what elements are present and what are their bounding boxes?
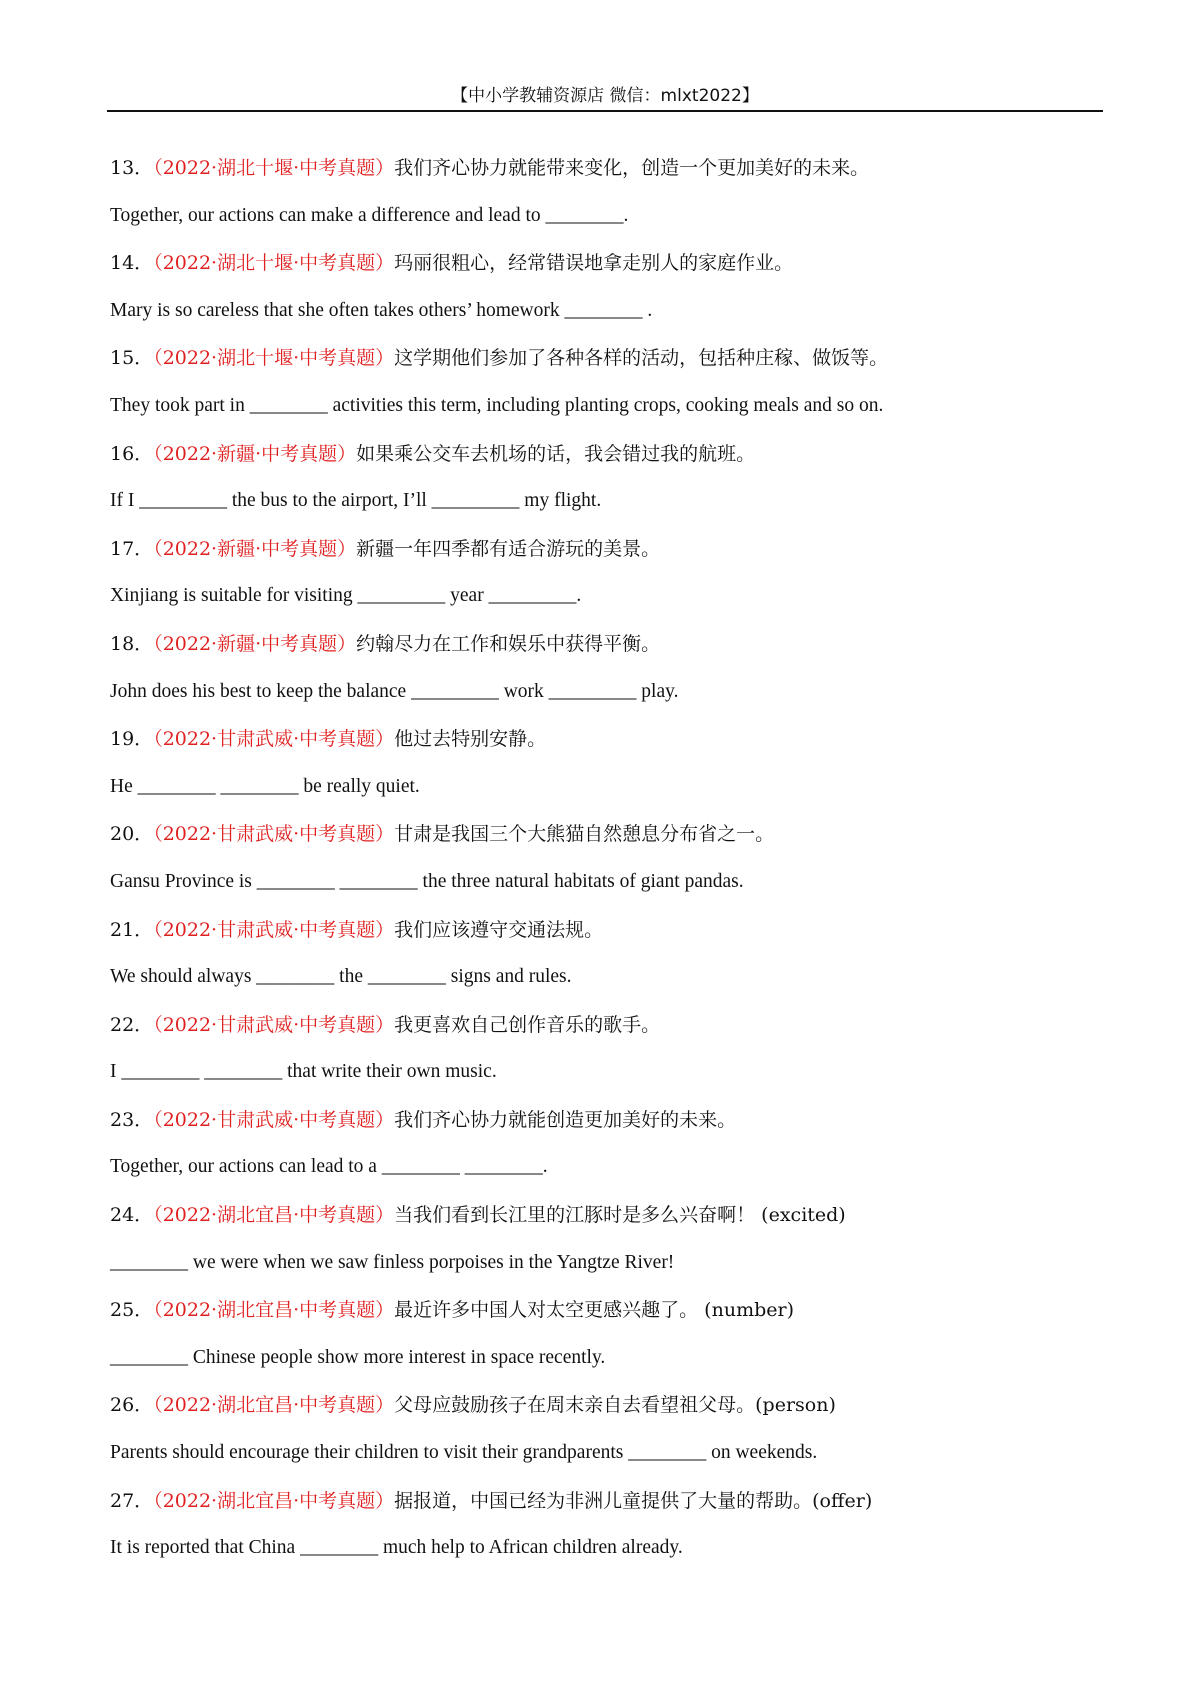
- chinese-sentence: 我们齐心协力就能带来变化，创造一个更加美好的未来。: [394, 157, 870, 179]
- english-sentence: John does his best to keep the balance _________ work _________ play.: [110, 680, 679, 702]
- question-item: [110, 624, 1100, 719]
- question-number: 23．: [110, 1108, 154, 1131]
- question-number: 22．: [110, 1013, 154, 1036]
- question-number: 20．: [110, 823, 154, 846]
- question-prompt: [110, 1195, 1100, 1243]
- question-source: （2022·湖北宜昌·中考真题）: [153, 1489, 395, 1512]
- question-number: 13．: [110, 157, 154, 179]
- chinese-sentence: 我们应该遵守交通法规。: [394, 918, 604, 941]
- header-divider: [107, 110, 1103, 112]
- question-item: [110, 1195, 1100, 1290]
- question-prompt: [110, 243, 1100, 291]
- question-source: （2022·新疆·中考真题）: [153, 632, 357, 655]
- english-sentence: Together, our actions can make a difference and lead to ________.: [110, 204, 629, 226]
- question-list: [110, 148, 1100, 1576]
- chinese-sentence: 父母应鼓励孩子在周末亲自去看望祖父母。: [394, 1394, 756, 1417]
- question-prompt: [110, 1481, 1100, 1529]
- question-source: （2022·新疆·中考真题）: [153, 537, 357, 560]
- question-source: （2022·甘肃武威·中考真题）: [153, 918, 395, 941]
- question-number: 25．: [110, 1299, 154, 1322]
- question-item: [110, 1290, 1100, 1385]
- english-sentence: ________ we were when we saw finless porpoises in the Yangtze River!: [110, 1251, 675, 1273]
- english-sentence: If I _________ the bus to the airport, I’ll _________ my flight.: [110, 490, 602, 512]
- chinese-sentence: 他过去特别安静。: [394, 728, 547, 751]
- word-hint: (offer): [812, 1489, 873, 1512]
- question-item: [110, 910, 1100, 1005]
- question-prompt: [110, 910, 1100, 958]
- question-prompt: [110, 148, 1100, 196]
- question-prompt: [110, 624, 1100, 672]
- page-header: 【中小学教辅资源店 微信：mlxt2022】: [451, 86, 759, 106]
- question-prompt: [110, 1290, 1100, 1338]
- question-item: [110, 1481, 1100, 1576]
- question-prompt: [110, 814, 1100, 862]
- chinese-sentence: 我们齐心协力就能创造更加美好的未来。: [394, 1108, 737, 1131]
- question-number: 18．: [110, 632, 154, 655]
- question-prompt: [110, 338, 1100, 386]
- question-number: 26．: [110, 1394, 154, 1417]
- question-source: （2022·湖北宜昌·中考真题）: [153, 1204, 395, 1227]
- question-item: [110, 1385, 1100, 1480]
- chinese-sentence: 甘肃是我国三个大熊猫自然憩息分布省之一。: [394, 823, 775, 846]
- question-prompt: [110, 1385, 1100, 1433]
- english-sentence: I ________ ________ that write their own music.: [110, 1061, 497, 1083]
- english-sentence: It is reported that China ________ much help to African children already.: [110, 1537, 683, 1559]
- question-source: （2022·湖北十堰·中考真题）: [153, 252, 395, 275]
- question-item: [110, 1005, 1100, 1100]
- question-number: 27．: [110, 1489, 154, 1512]
- english-sentence: They took part in ________ activities this term, including planting crops, cooking meals and so on.: [110, 394, 884, 416]
- chinese-sentence: 我更喜欢自己创作音乐的歌手。: [394, 1013, 661, 1036]
- question-number: 21．: [110, 918, 154, 941]
- word-hint: (person): [755, 1394, 836, 1417]
- chinese-sentence: 如果乘公交车去机场的话，我会错过我的航班。: [356, 442, 756, 465]
- question-source: （2022·甘肃武威·中考真题）: [153, 728, 395, 751]
- question-item: [110, 1100, 1100, 1195]
- question-item: [110, 529, 1100, 624]
- english-sentence: Xinjiang is suitable for visiting _________ year _________.: [110, 585, 582, 607]
- question-prompt: [110, 1005, 1100, 1053]
- english-sentence: We should always ________ the ________ signs and rules.: [110, 966, 572, 988]
- question-source: （2022·湖北宜昌·中考真题）: [153, 1299, 395, 1322]
- chinese-sentence: 这学期他们参加了各种各样的活动，包括种庄稼、做饭等。: [394, 347, 889, 370]
- word-hint: (excited): [755, 1204, 846, 1227]
- chinese-sentence: 新疆一年四季都有适合游玩的美景。: [356, 537, 661, 560]
- question-item: [110, 434, 1100, 529]
- question-source: （2022·湖北十堰·中考真题）: [153, 157, 395, 179]
- chinese-sentence: 最近许多中国人对太空更感兴趣了。: [394, 1299, 699, 1322]
- question-source: （2022·甘肃武威·中考真题）: [153, 1108, 395, 1131]
- question-number: 24．: [110, 1204, 154, 1227]
- question-source: （2022·新疆·中考真题）: [153, 442, 357, 465]
- chinese-sentence: 玛丽很粗心，经常错误地拿走别人的家庭作业。: [394, 252, 794, 275]
- question-item: [110, 814, 1100, 909]
- chinese-sentence: 约翰尽力在工作和娱乐中获得平衡。: [356, 632, 661, 655]
- english-sentence: ________ Chinese people show more interest in space recently.: [110, 1346, 606, 1368]
- question-item: [110, 148, 1100, 243]
- question-source: （2022·甘肃武威·中考真题）: [153, 823, 395, 846]
- question-number: 15．: [110, 347, 154, 370]
- english-sentence: He ________ ________ be really quiet.: [110, 775, 420, 797]
- question-item: [110, 338, 1100, 433]
- question-number: 16．: [110, 442, 154, 465]
- question-number: 19．: [110, 728, 154, 751]
- question-source: （2022·甘肃武威·中考真题）: [153, 1013, 395, 1036]
- english-sentence: Gansu Province is ________ ________ the three natural habitats of giant pandas.: [110, 870, 744, 892]
- question-source: （2022·湖北十堰·中考真题）: [153, 347, 395, 370]
- question-number: 17．: [110, 537, 154, 560]
- question-item: [110, 719, 1100, 814]
- question-source: （2022·湖北宜昌·中考真题）: [153, 1394, 395, 1417]
- english-sentence: Together, our actions can lead to a ________ ________.: [110, 1156, 548, 1178]
- question-prompt: [110, 1100, 1100, 1148]
- chinese-sentence: 当我们看到长江里的江豚时是多么兴奋啊！: [394, 1204, 756, 1227]
- question-item: [110, 243, 1100, 338]
- question-number: 14．: [110, 252, 154, 275]
- question-prompt: [110, 529, 1100, 577]
- question-prompt: [110, 719, 1100, 767]
- english-sentence: Mary is so careless that she often takes others’ homework ________ .: [110, 299, 653, 321]
- question-prompt: [110, 434, 1100, 482]
- chinese-sentence: 据报道，中国已经为非洲儿童提供了大量的帮助。: [394, 1489, 813, 1512]
- word-hint: (number): [698, 1299, 794, 1322]
- english-sentence: Parents should encourage their children to visit their grandparents ________ on weekends.: [110, 1442, 818, 1464]
